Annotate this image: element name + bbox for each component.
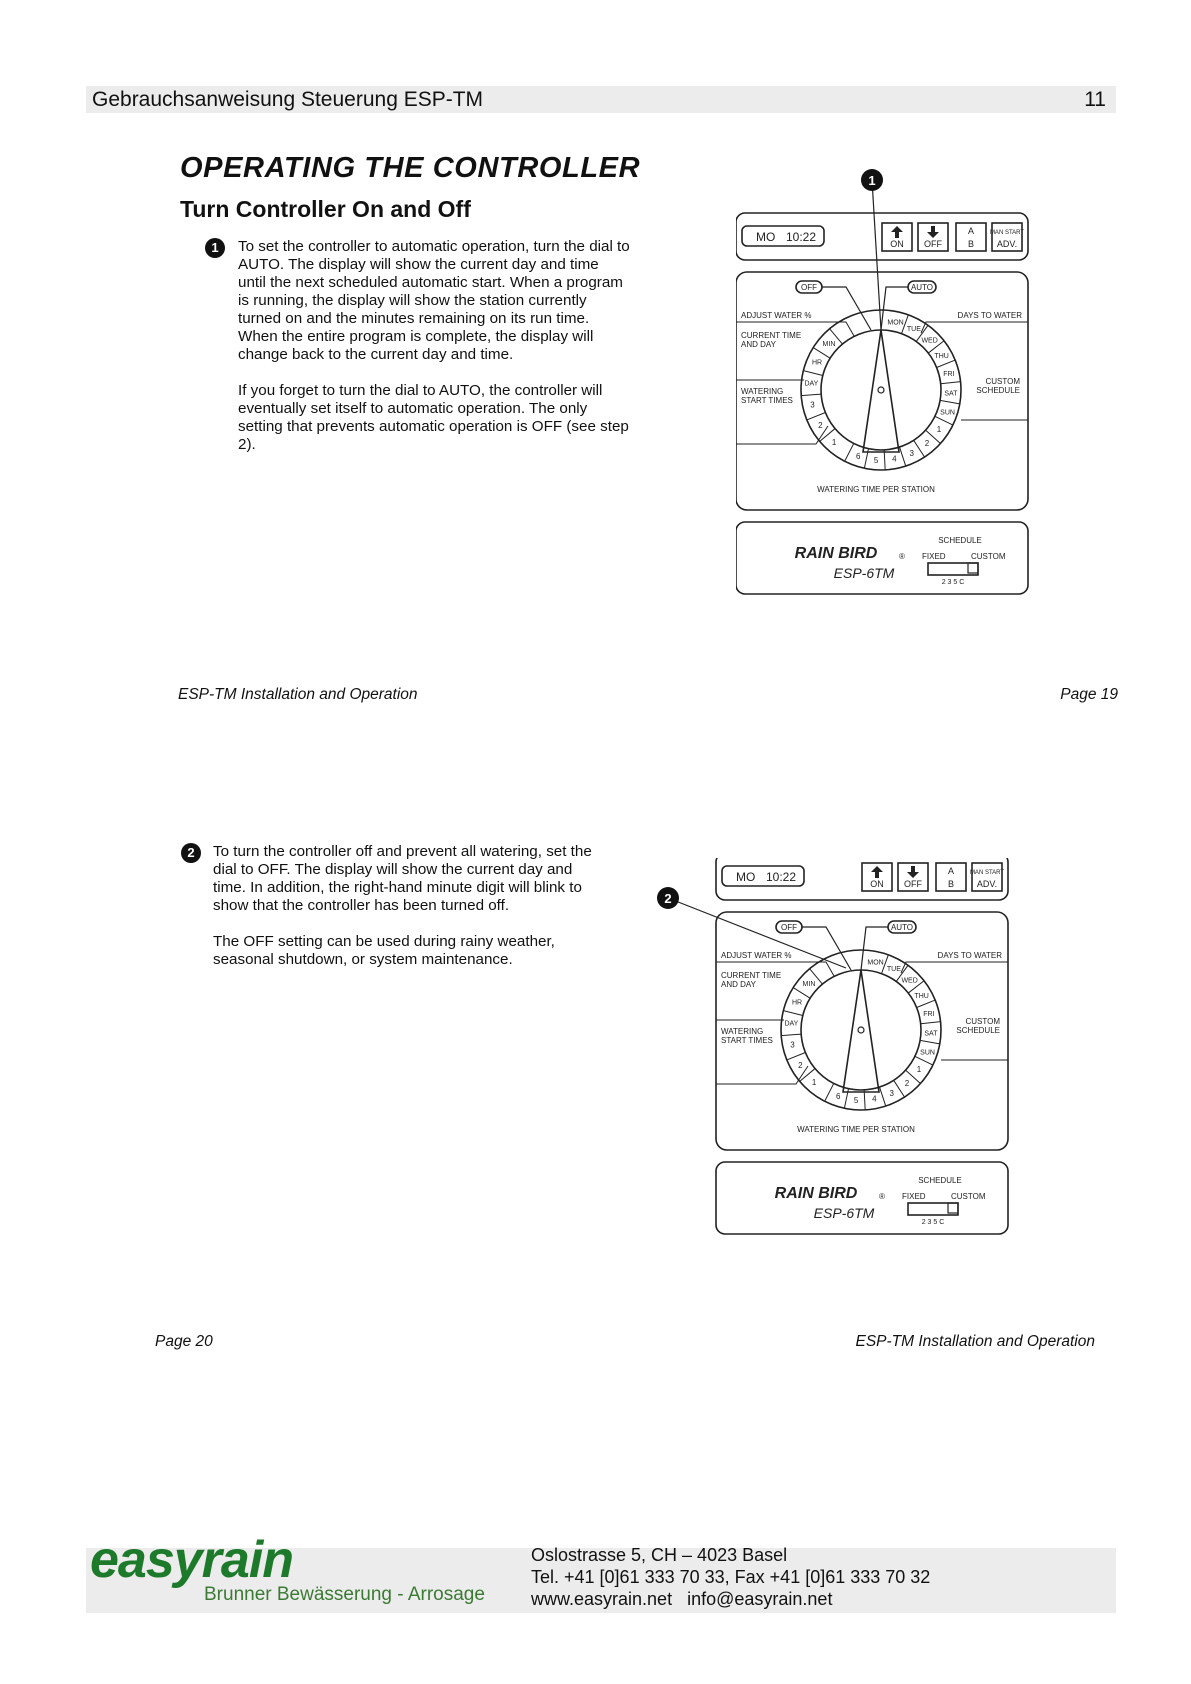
rain-bird-logo: RAIN BIRD xyxy=(774,1185,858,1202)
step-1-paragraph-2: If you forget to turn the dial to AUTO, the controller will eventually set itself to automatic operation. The only setting that prevents automatic operation is OFF (see step 2). xyxy=(238,382,629,453)
switch-numbers: 2 3 5 C xyxy=(921,1219,945,1226)
button-label: B xyxy=(947,879,955,889)
callout-number: 1 xyxy=(868,173,876,188)
schedule-label: SCHEDULE xyxy=(918,1176,962,1185)
dial-day-label: WED xyxy=(901,977,918,985)
off-label: OFF xyxy=(801,283,817,292)
dial-day-label: MON xyxy=(867,959,884,967)
dial-setting-label: 3 xyxy=(790,1040,795,1050)
arrow-up-icon xyxy=(891,226,903,238)
dial-tick xyxy=(803,371,822,376)
label-watering-start: WATERING xyxy=(721,1027,764,1036)
fixed-label: FIXED xyxy=(902,1192,926,1201)
dial-station-label: 2 xyxy=(924,438,930,448)
dial-tick xyxy=(807,412,826,419)
button-label: ON xyxy=(870,879,884,889)
divider xyxy=(921,322,1028,333)
switch-knob xyxy=(948,1203,958,1213)
dial-tick xyxy=(894,1080,905,1097)
dial-inner-ring xyxy=(801,970,921,1090)
registered-mark: ® xyxy=(899,552,905,561)
dial-tick xyxy=(917,1000,936,1007)
dial-day-label: FRI xyxy=(943,371,955,379)
display-time: 10:22 xyxy=(766,870,797,884)
controller-illustration-1 xyxy=(736,168,1056,628)
label-watering-start: WATERING xyxy=(741,387,784,396)
label-days-to-water: DAYS TO WATER xyxy=(937,951,1002,960)
step-2-paragraph-1: To turn the controller off and prevent all watering, set the dial to OFF. The display will show the current day and time. In addition, the right-hand minute digit will blink to show that the controller has been turned off. xyxy=(213,843,592,914)
label-current-time-day: AND DAY xyxy=(721,980,756,989)
dial-tick xyxy=(825,1083,834,1101)
controller-diagram xyxy=(736,213,1028,594)
label-adjust-water: ADJUST WATER % xyxy=(741,311,812,320)
section-subtitle: Turn Controller On and Off xyxy=(180,196,471,222)
page-19-caption-right: Page 19 xyxy=(1060,686,1118,703)
dial-pointer xyxy=(843,970,879,1092)
button-top-label: MAN START xyxy=(969,870,1005,876)
dial-setting-label: 1 xyxy=(831,438,837,448)
label-watering-time: WATERING TIME PER STATION xyxy=(817,485,935,494)
display-day: MO xyxy=(756,230,776,244)
step-2-text xyxy=(213,843,605,987)
auto-label: AUTO xyxy=(910,283,934,292)
dial-day-label: TUE xyxy=(906,326,921,334)
label-watering-start-times: START TIMES xyxy=(721,1036,773,1045)
label-current-time-day: AND DAY xyxy=(741,340,776,349)
controller-illustration-2 xyxy=(656,858,1032,1278)
dial-tick xyxy=(920,1040,940,1043)
easyrain-logo: easyrain xyxy=(90,1531,294,1589)
dial-station-label: 3 xyxy=(909,448,914,458)
dial-day-label: SAT xyxy=(944,390,958,398)
dial-setting-label: MIN xyxy=(802,981,816,989)
label-custom-schedule: CUSTOM xyxy=(985,377,1020,386)
footer-address: Oslostrasse 5, CH – 4023 Basel xyxy=(531,1545,788,1565)
step-1-marker: 1 xyxy=(205,238,225,258)
dial-setting-label: 3 xyxy=(810,400,815,410)
dial-tick xyxy=(880,1087,886,1106)
dial-pointer xyxy=(863,330,899,452)
dial-station-label: 1 xyxy=(916,1065,922,1075)
dial-tick xyxy=(940,400,960,403)
step-1-paragraph-1: To set the controller to automatic operation, turn the dial to AUTO. The display will show the current day and time until the next scheduled automatic start. When a program is running, the display will show the station currently turned on and the minutes remaining on its run time. When the entire program is complete, the display will change back to the current day and time. xyxy=(238,238,630,363)
dial-station-label: 2 xyxy=(904,1078,910,1088)
custom-label: CUSTOM xyxy=(951,1192,986,1201)
switch-numbers: 2 3 5 C xyxy=(941,579,965,586)
display-day: MO xyxy=(736,870,756,884)
dial-day-label: MON xyxy=(887,319,904,327)
display-time: 10:22 xyxy=(786,230,817,244)
footer-phone: Tel. +41 [0]61 333 70 33, Fax +41 [0]61 333 70 32 xyxy=(531,1567,931,1587)
dial-tick xyxy=(793,988,810,999)
button-top-label: MAN START xyxy=(989,230,1025,236)
schedule-label: SCHEDULE xyxy=(938,536,982,545)
dial-tick xyxy=(921,1022,941,1024)
off-label: OFF xyxy=(781,923,797,932)
arrow-up-icon xyxy=(871,866,883,878)
dial-tick xyxy=(781,1034,801,1035)
button-label: ADV. xyxy=(976,879,998,889)
button-top-label: A xyxy=(967,226,975,236)
dial-day-label: SAT xyxy=(924,1030,938,1038)
dial-tick xyxy=(864,1090,865,1110)
dial-center xyxy=(878,387,884,393)
custom-label: CUSTOM xyxy=(971,552,1006,561)
dial-tick xyxy=(787,1052,806,1059)
auto-label: AUTO xyxy=(890,923,914,932)
dial-station-label: 3 xyxy=(889,1088,894,1098)
footer-contact xyxy=(531,1544,930,1610)
dial-setting-label: MIN xyxy=(822,341,836,349)
dial-setting-label: 2 xyxy=(798,1061,803,1070)
dial-station-label: 6 xyxy=(835,1092,841,1102)
dial-inner-ring xyxy=(821,330,941,450)
label-watering-start-times: START TIMES xyxy=(741,396,793,405)
dial-day-label: SUN xyxy=(940,409,955,417)
dial-day-label: WED xyxy=(921,337,938,345)
model-name: ESP-6TM xyxy=(813,1205,875,1221)
dial-station-label: 6 xyxy=(855,452,861,462)
section-title: OPERATING THE CONTROLLER xyxy=(180,152,641,184)
logo-tagline: Brunner Bewässerung - Arrosage xyxy=(204,1584,485,1605)
dial-day-label: TUE xyxy=(886,966,901,974)
page-20-caption-left: Page 20 xyxy=(155,1333,213,1350)
button-label: B xyxy=(967,239,975,249)
step-1-text xyxy=(238,238,630,472)
label-custom-schedule-2: SCHEDULE xyxy=(956,1026,1000,1035)
label-custom-schedule-2: SCHEDULE xyxy=(976,386,1020,395)
callout-leader xyxy=(872,180,881,330)
label-current-time: CURRENT TIME xyxy=(721,971,782,980)
dial-day-label: THU xyxy=(914,993,929,1000)
dial-station-label: 5 xyxy=(873,455,879,465)
dial-tick xyxy=(884,450,885,470)
dial-center xyxy=(858,1027,864,1033)
button-label: ON xyxy=(890,239,904,249)
step-2-marker: 2 xyxy=(181,843,201,863)
dial-setting-label: HR xyxy=(791,999,803,1007)
callout-number: 2 xyxy=(664,891,672,906)
dial-day-label: SUN xyxy=(920,1049,935,1057)
button-label: ADV. xyxy=(996,239,1018,249)
dial-station-label: 1 xyxy=(936,425,942,435)
dial-setting-label: DAY xyxy=(804,380,819,388)
dial-day-label: FRI xyxy=(923,1011,935,1019)
button-top-label: A xyxy=(947,866,955,876)
dial-setting-label: HR xyxy=(811,359,823,367)
dial-tick xyxy=(845,443,854,461)
arrow-down-icon xyxy=(907,866,919,878)
dial-station-label: 4 xyxy=(872,1094,877,1104)
step-2-paragraph-2: The OFF setting can be used during rainy weather, seasonal shutdown, or system maintenance. xyxy=(213,933,555,968)
page-19-caption-left: ESP-TM Installation and Operation xyxy=(178,686,418,703)
arrow-down-icon xyxy=(927,226,939,238)
footer-website: www.easyrain.net xyxy=(531,1589,673,1609)
registered-mark: ® xyxy=(879,1192,885,1201)
controller-diagram xyxy=(716,858,1008,1234)
page-20-caption-right: ESP-TM Installation and Operation xyxy=(855,1333,1095,1350)
dial-tick xyxy=(935,416,953,425)
footer-email: info@easyrain.net xyxy=(687,1589,833,1609)
dial-station-label: 5 xyxy=(853,1095,859,1105)
label-custom-schedule: CUSTOM xyxy=(965,1017,1000,1026)
dial-tick xyxy=(900,447,906,466)
dial-tick xyxy=(801,394,821,395)
dial-setting-label: 1 xyxy=(811,1078,817,1088)
document-title: Gebrauchsanweisung Steuerung ESP-TM xyxy=(92,88,484,111)
footer-web-email xyxy=(531,1588,930,1610)
dial-station-label: 4 xyxy=(892,454,897,464)
dial-tick xyxy=(813,348,830,359)
dial-day-label: THU xyxy=(934,353,949,360)
label-current-time: CURRENT TIME xyxy=(741,331,802,340)
dial-setting-label: 2 xyxy=(818,421,823,430)
label-watering-time: WATERING TIME PER STATION xyxy=(797,1125,915,1134)
page-number: 11 xyxy=(1084,88,1106,111)
dial-tick xyxy=(783,1011,802,1016)
fixed-label: FIXED xyxy=(922,552,946,561)
divider xyxy=(901,962,1008,973)
label-adjust-water: ADJUST WATER % xyxy=(721,951,792,960)
dial-setting-label: DAY xyxy=(784,1020,799,1028)
button-label: OFF xyxy=(924,239,942,249)
dial-tick xyxy=(937,360,956,367)
rain-bird-logo: RAIN BIRD xyxy=(794,545,878,562)
dial-tick xyxy=(914,440,925,457)
model-name: ESP-6TM xyxy=(833,565,895,581)
button-label: OFF xyxy=(904,879,922,889)
dial-tick xyxy=(915,1056,933,1065)
dial-tick xyxy=(941,382,961,384)
label-days-to-water: DAYS TO WATER xyxy=(957,311,1022,320)
switch-knob xyxy=(968,563,978,573)
